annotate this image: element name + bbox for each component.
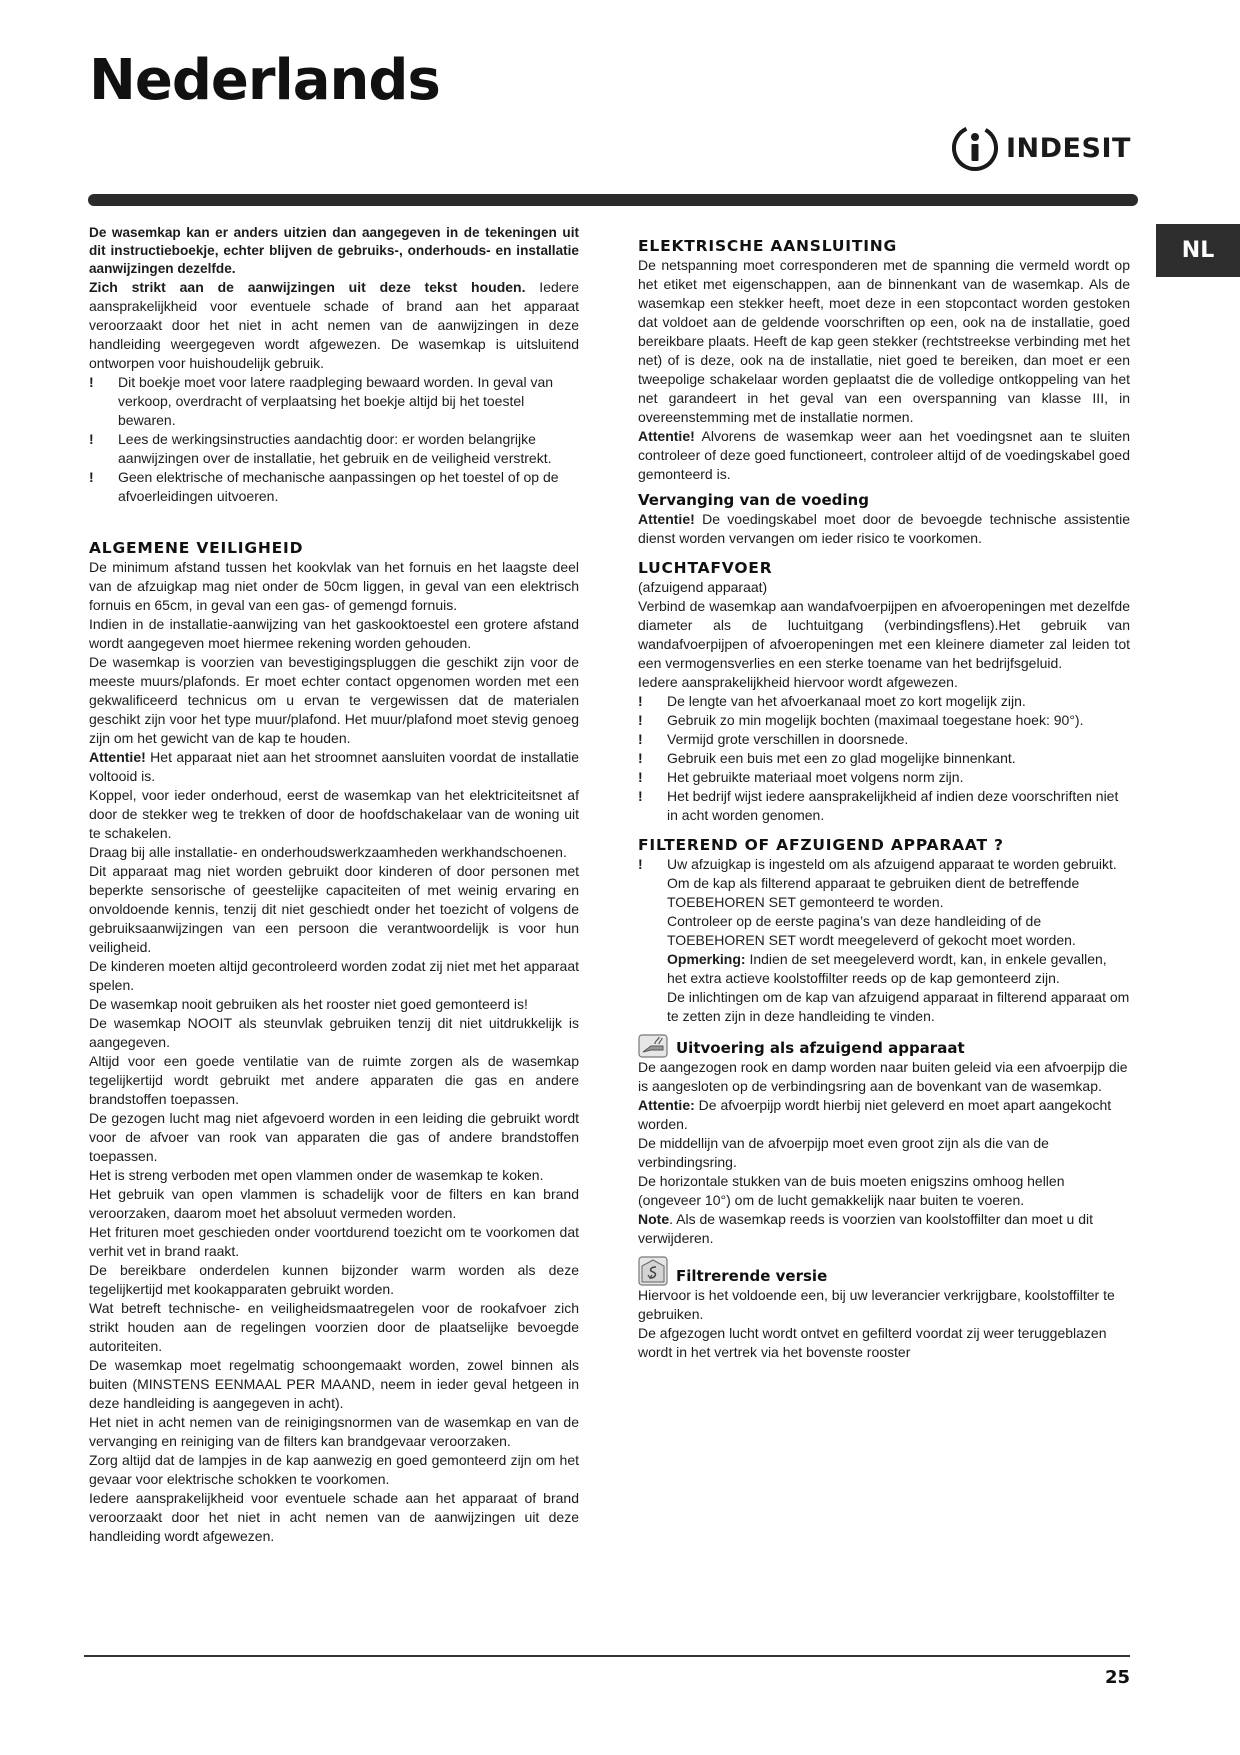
- page-title: Nederlands: [89, 48, 440, 113]
- safety-attention: Attentie! Het apparaat niet aan het stroomnet aansluiten voordat de installatie voltooid is.: [89, 749, 579, 784]
- exhaust-heading-row: [638, 1034, 1130, 1058]
- exhaust-heading: Uitvoering als afzuigend apparaat: [676, 1039, 965, 1057]
- safety-paragraph: De wasemkap is voorzien van bevestigingspluggen die geschikt zijn voor de meeste muurs/plafonds. Er moet echter contact opgenomen worden met een gekwalificeerd technicus om u ervan te vergewissen dat de materialen geschikt zijn voor het type muur/plafond. Het muur/plafond moet stevig genoeg zijn om het gewicht van de kap te houden.: [89, 654, 579, 746]
- right-column: [638, 236, 1130, 1362]
- indesit-logo-icon: [950, 123, 1000, 173]
- filter-paragraph: De inlichtingen om de kap van afzuigend apparaat in filterend apparaat om te zetten zijn in deze handleiding te vinden.: [667, 989, 1130, 1024]
- filter-mode-icon: [638, 1256, 668, 1286]
- safety-paragraph: Het niet in acht nemen van de reinigingsnormen van de wasemkap en van de vervanging en reiniging van de filters kan brandgevaar veroorzaken.: [89, 1414, 579, 1449]
- list-item: ! Gebruik zo min mogelijk bochten (maximaal toegestane hoek: 90°).: [638, 712, 1084, 728]
- exhaust-paragraph: De middellijn van de afvoerpijp moet even groot zijn als die van de verbindingsring.: [638, 1135, 1049, 1170]
- safety-paragraph: Iedere aansprakelijkheid voor eventuele schade aan het apparaat of brand veroorzaakt door het niet in acht nemen van de aanwijzingen uit deze handleiding wordt afgewezen.: [89, 1490, 579, 1544]
- exhaust-attention: Attentie: De afvoerpijp wordt hierbij niet geleverd en moet apart aangekocht worden.: [638, 1097, 1112, 1132]
- intro-text: Iedere aansprakelijkheid voor eventuele schade of brand aan het apparaat veroorzaakt door het niet in acht nemen van de aanwijzingen in deze handleiding weergegeven wordt afgewezen. De wasemkap is uitsluitend ontworpen voor huishoudelijk gebruik.: [89, 279, 579, 371]
- safety-paragraph: De wasemkap nooit gebruiken als het rooster niet goed gemonteerd is!: [89, 996, 528, 1012]
- air-bullet-list: [638, 692, 1130, 825]
- safety-paragraph: Het is streng verboden met open vlammen onder de wasemkap te koken.: [89, 1167, 544, 1183]
- safety-paragraph: Het gebruik van open vlammen is schadelijk voor de filters en kan brand veroorzaken, daarom moet het absoluut vermeden worden.: [89, 1186, 579, 1221]
- safety-paragraph: Het frituren moet geschieden onder voortdurend toezicht om te voorkomen dat verhit vet in brand raakt.: [89, 1224, 579, 1259]
- page-number: 25: [1104, 1667, 1130, 1688]
- intro-bullet-list: [89, 373, 579, 506]
- air-paragraph: Iedere aansprakelijkheid hiervoor wordt afgewezen.: [638, 674, 958, 690]
- air-heading: LUCHTAFVOER: [638, 559, 773, 577]
- safety-paragraph: Indien in de installatie-aanwijzing van het gaskooktoestel een grotere afstand wordt aangegeven moet hiermee rekening worden gehouden.: [89, 616, 579, 651]
- brand-logo: [950, 123, 1131, 173]
- exhaust-paragraph: De aangezogen rook en damp worden naar buiten geleid via een afvoerpijp die is aangesloten op de verbindingsring aan de bovenkant van de wasemkap.: [638, 1059, 1128, 1094]
- safety-paragraph: De kinderen moeten altijd gecontroleerd worden zodat zij niet met het apparaat spelen.: [89, 958, 579, 993]
- intro-bold-paragraph: De wasemkap kan er anders uitzien dan aangegeven in de tekeningen uit dit instructieboekje, echter blijven de gebruiks-, onderhouds- en installatie aanwijzingen dezelfde.: [89, 225, 579, 276]
- supply-heading: Vervanging van de voeding: [638, 491, 869, 509]
- air-paragraph: Verbind de wasemkap aan wandafvoerpijpen en afvoeropeningen met dezelfde diameter als de luchtuitgang (verbindingsflens).Het gebruik van wandafvoerpijpen of afvoeropeningen met een kleinere diameter zal leiden tot een vermogensverlies en een sterke toename van het bedrijfsgeluid.: [638, 598, 1130, 671]
- list-item: ! Lees de werkingsinstructies aandachtig door: er worden belangrijke aanwijzingen over de installatie, het gebruik en de veiligheid verstrekt.: [89, 431, 552, 466]
- list-item: ! Gebruik een buis met een zo glad mogelijke binnenkant.: [638, 750, 1016, 766]
- list-item: ! Het bedrijf wijst iedere aansprakelijkheid af indien deze voorschriften niet in acht worden genomen.: [638, 788, 1119, 823]
- brand-name: INDESIT: [1006, 132, 1131, 164]
- air-subheading: (afzuigend apparaat): [638, 579, 768, 595]
- list-item: ! Uw afzuigkap is ingesteld om als afzuigend apparaat te worden gebruikt.: [638, 856, 1117, 872]
- filter-note: Opmerking: Indien de set meegeleverd wordt, kan, in enkele gevallen, het extra actieve koolstoffilter reeds op de kap gemonteerd zijn.: [667, 951, 1107, 986]
- safety-paragraph: Wat betreft technische- en veiligheidsmaatregelen voor de rookafvoer zich strikt houden aan de regelingen voorzien door de plaatselijke bevoegde autoriteiten.: [89, 1300, 579, 1354]
- list-item: ! Dit boekje moet voor latere raadpleging bewaard worden. In geval van verkoop, overdracht of verplaatsing het boekje altijd bij het toestel bewaren.: [89, 374, 554, 428]
- electrical-attention: Attentie! Alvorens de wasemkap weer aan het voedingsnet aan te sluiten controleer of deze goed functioneert, controleer altijd of de voedingskabel goed gemonteerd is.: [638, 428, 1130, 482]
- filter-paragraph: Om de kap als filterend apparaat te gebruiken dient de betreffende TOEBEHOREN SET gemonteerd te worden.: [667, 875, 1080, 910]
- electrical-heading: ELEKTRISCHE AANSLUITING: [638, 237, 898, 255]
- electrical-paragraph: De netspanning moet corresponderen met de spanning die vermeld wordt op het etiket met eigenschappen, aan de binnenkant van de wasemkap. Als de wasemkap een stekker heeft, moet deze in een stopcontact worden gestoken dat voldoet aan de geldende voorschriften op een, ook na de installatie, goed bereikbare plaats. Heeft de kap geen stekker (rechtstreekse verbinding met het net) of is deze, ook na de installatie, niet goed te bereiken, dan moet er een tweepolige schakelaar worden geplaatst die de volledige ontkoppeling van het net garandeert in het geval van een overspanning van klasse III, in overeenstemming met de installatie normen.: [638, 257, 1130, 425]
- filter-version-paragraph: De afgezogen lucht wordt ontvet en gefilterd voordat zij weer teruggeblazen wordt in het vertrek via het bovenste rooster: [638, 1325, 1107, 1360]
- filter-version-paragraph: Hiervoor is het voldoende een, bij uw leverancier verkrijgbare, koolstoffilter te gebruiken.: [638, 1287, 1115, 1322]
- safety-paragraph: De bereikbare onderdelen kunnen bijzonder warm worden als deze tegelijkertijd met kookapparaten gebruikt worden.: [89, 1262, 579, 1297]
- exhaust-paragraph: De horizontale stukken van de buis moeten enigszins omhoog hellen (ongeveer 10°) om de lucht gemakkelijk naar buiten te voeren.: [638, 1173, 1065, 1208]
- filter-version-heading: Filtrerende versie: [676, 1267, 828, 1285]
- safety-paragraph: Altijd voor een goede ventilatie van de ruimte zorgen als de wasemkap tegelijkertijd wordt gebruikt met andere apparaten die gas en andere brandstoffen toepassen.: [89, 1053, 579, 1107]
- footer-divider: [84, 1655, 1130, 1657]
- filter-heading: FILTEREND OF AFZUIGEND APPARAAT ?: [638, 836, 1004, 854]
- list-item: ! Het gebruikte materiaal moet volgens norm zijn.: [638, 769, 964, 785]
- intro-paragraph: [89, 278, 579, 373]
- safety-paragraph: De minimum afstand tussen het kookvlak van het fornuis en het laagste deel van de afzuigkap mag niet onder de 50cm liggen, in geval van een elektrisch fornuis en 65cm, in geval van een gas- of gemengd fornuis.: [89, 559, 579, 613]
- safety-paragraph: Dit apparaat mag niet worden gebruikt door kinderen of door personen met beperkte sensorische of geestelijke capaciteiten of met weinig ervaring en onvoldoende kennis, tenzij dit niet geschiedt onder het toezicht of volgens de gebruiksaanwijzingen van een persoon die verantwoordelijk is voor hun veiligheid.: [89, 863, 579, 955]
- exhaust-note: Note. Als de wasemkap reeds is voorzien van koolstoffilter dan moet u dit verwijderen.: [638, 1211, 1093, 1246]
- exhaust-mode-icon: [638, 1034, 668, 1058]
- safety-paragraph: De wasemkap NOOIT als steunvlak gebruiken tenzij dit niet uitdrukkelijk is aangegeven.: [89, 1015, 579, 1050]
- list-item: ! De lengte van het afvoerkanaal moet zo kort mogelijk zijn.: [638, 693, 1026, 709]
- language-tab: NL: [1156, 224, 1240, 277]
- safety-paragraph: Koppel, voor ieder onderhoud, eerst de wasemkap van het elektriciteitsnet af door de stekker weg te trekken of door de hoofdschakelaar van de woning uit te schakelen.: [89, 787, 579, 841]
- safety-paragraph: De wasemkap moet regelmatig schoongemaakt worden, zowel binnen als buiten (MINSTENS EENMAAL PER MAAND, neem in ieder geval hetgeen in deze handleiding is aangegeven in acht).: [89, 1357, 579, 1411]
- filter-version-heading-row: [638, 1256, 1130, 1286]
- header-divider-bar: [88, 194, 1138, 206]
- safety-paragraph: De gezogen lucht mag niet afgevoerd worden in een leiding die gebruikt wordt voor de afvoer van rook van apparaten die gas of andere brandstoffen toepassen.: [89, 1110, 579, 1164]
- left-column: [89, 224, 579, 1546]
- intro-lead: Zich strikt aan de aanwijzingen uit deze tekst houden.: [89, 279, 526, 295]
- filter-bullet-list: [638, 855, 1130, 874]
- safety-paragraph: Zorg altijd dat de lampjes in de kap aanwezig en goed gemonteerd zijn om het gevaar voor elektrische schokken te voorkomen.: [89, 1452, 579, 1487]
- filter-paragraph: Controleer op de eerste pagina’s van deze handleiding of de TOEBEHOREN SET wordt meegeleverd of gekocht moet worden.: [667, 913, 1076, 948]
- safety-heading: ALGEMENE VEILIGHEID: [89, 539, 304, 557]
- safety-paragraph: Draag bij alle installatie- en onderhoudswerkzaamheden werkhandschoenen.: [89, 844, 567, 860]
- list-item: ! Vermijd grote verschillen in doorsnede.: [638, 731, 909, 747]
- supply-attention: Attentie! De voedingskabel moet door de bevoegde technische assistentie dienst worden vervangen om ieder risico te voorkomen.: [638, 511, 1130, 546]
- list-item: ! Geen elektrische of mechanische aanpassingen op het toestel of op de afvoerleidingen uitvoeren.: [89, 469, 559, 504]
